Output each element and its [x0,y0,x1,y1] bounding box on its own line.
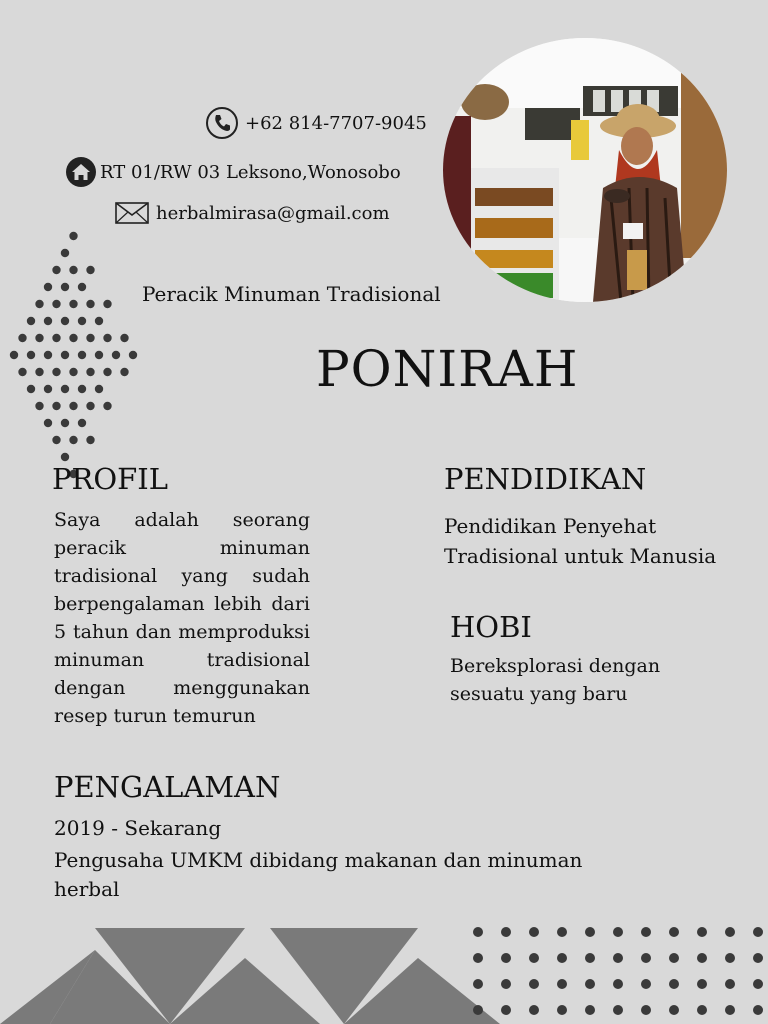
profil-heading: PROFIL [52,462,168,496]
pendidikan-text: Pendidikan Penyehat Tradisional untuk Manusia [444,514,717,568]
pendidikan-heading: PENDIDIKAN [444,462,647,496]
decorative-dots-left [0,230,150,490]
contact-email [114,196,390,230]
contact-phone [205,106,427,140]
job-title: Peracik Minuman Tradisional [142,282,441,306]
pengalaman-period: 2019 - Sekarang [54,816,222,840]
contact-address [64,155,401,189]
contact-address-text: RT 01/RW 03 Leksono,Wonosobo [100,161,401,183]
profil-text: Saya adalah seorang peracik minuman tradisional yang sudah berpengalaman lebih dari 5 tahun dan memproduksi minuman tradisional dengan menggunakan resep turun temurun [54,509,310,727]
hobi-heading: HOBI [450,610,532,644]
decorative-dots-bottom-right [462,916,768,1024]
mail-icon [114,196,150,230]
contact-phone-text: +62 814-7707-9045 [245,112,427,134]
home-icon [64,155,98,189]
hobi-text: Bereksplorasi dengan sesuatu yang baru [450,655,661,705]
person-name: PONIRAH [316,340,579,398]
profile-photo [443,38,727,302]
pengalaman-heading: PENGALAMAN [54,770,281,804]
pengalaman-text: Pengusaha UMKM dibidang makanan dan minuman herbal [54,848,583,901]
phone-icon [205,106,239,140]
decorative-triangles [0,920,520,1024]
contact-email-text: herbalmirasa@gmail.com [156,202,390,224]
